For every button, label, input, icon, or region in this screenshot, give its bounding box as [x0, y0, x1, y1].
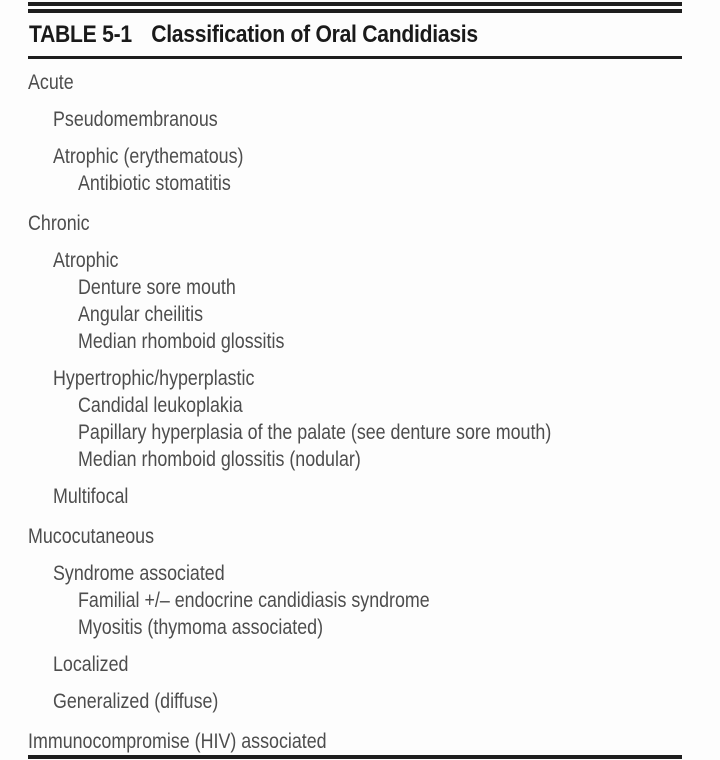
- group-heading: [0, 365, 720, 392]
- group-heading: [0, 688, 720, 715]
- group-heading-text: Pseudomembranous: [53, 108, 218, 131]
- list-item-text: Papillary hyperplasia of the palate (see denture sore mouth): [78, 421, 552, 444]
- bottom-rule: [28, 755, 682, 759]
- group-heading: [0, 560, 720, 587]
- list-item: [0, 274, 720, 301]
- group-heading-text: Hypertrophic/hyperplastic: [53, 367, 255, 390]
- list-item: [0, 446, 720, 473]
- list-item-text: Median rhomboid glossitis: [78, 330, 285, 353]
- table-label: TABLE 5-1: [29, 21, 132, 48]
- list-item-text: Denture sore mouth: [78, 276, 236, 299]
- top-rule-outer: [28, 2, 682, 6]
- group-heading-text: Atrophic (erythematous): [53, 145, 244, 168]
- list-item: [0, 587, 720, 614]
- section-heading-text: Chronic: [28, 212, 90, 235]
- group-heading: [0, 247, 720, 274]
- section-heading-text: Immunocompromise (HIV) associated: [28, 730, 327, 753]
- section-heading-text: Mucocutaneous: [28, 525, 155, 548]
- group-heading-text: Syndrome associated: [53, 562, 225, 585]
- list-item-text: Candidal leukoplakia: [78, 394, 243, 417]
- section-heading-acute: [0, 69, 720, 96]
- list-item: [0, 301, 720, 328]
- table-header: [29, 22, 720, 48]
- list-item: [0, 614, 720, 641]
- list-item: [0, 328, 720, 355]
- list-item-text: Angular cheilitis: [78, 303, 204, 326]
- group-heading-text: Generalized (diffuse): [53, 690, 219, 713]
- section-heading-chronic: [0, 210, 720, 237]
- table-body: [0, 59, 720, 755]
- section-heading-mucocutaneous: [0, 523, 720, 550]
- list-item: [0, 419, 720, 446]
- list-item: [0, 170, 720, 197]
- list-item: [0, 392, 720, 419]
- group-heading-text: Multifocal: [53, 485, 129, 508]
- group-heading: [0, 483, 720, 510]
- group-heading: [0, 143, 720, 170]
- top-rule-inner: [28, 9, 682, 13]
- group-heading-text: Atrophic: [53, 249, 119, 272]
- group-heading: [0, 651, 720, 678]
- list-item-text: Antibiotic stomatitis: [78, 172, 231, 195]
- section-heading-text: Acute: [28, 71, 74, 94]
- section-heading-immunocompromise: [0, 728, 720, 755]
- list-item-text: Median rhomboid glossitis (nodular): [78, 448, 361, 471]
- list-item-text: Myositis (thymoma associated): [78, 616, 324, 639]
- list-item-text: Familial +/– endocrine candidiasis syndrome: [78, 589, 430, 612]
- group-heading-text: Localized: [53, 653, 129, 676]
- table-title: Classification of Oral Candidiasis: [151, 21, 478, 48]
- group-heading: [0, 106, 720, 133]
